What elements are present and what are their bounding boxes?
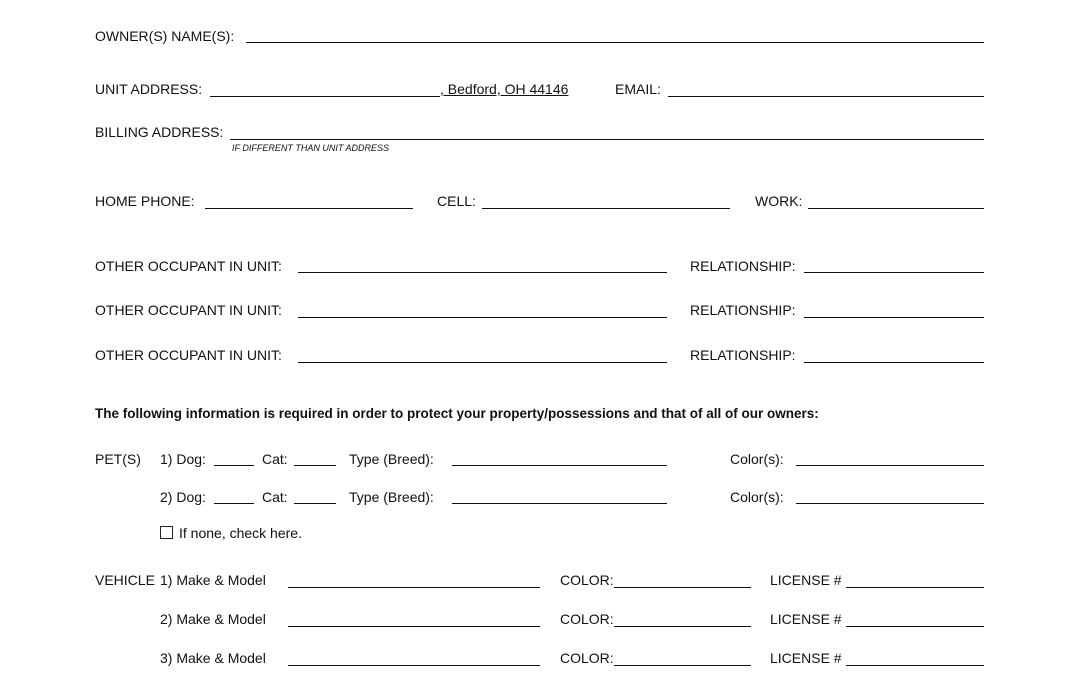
work-line[interactable]	[808, 208, 984, 209]
relationship-label-1: RELATIONSHIP:	[690, 258, 796, 274]
relationship-line-2[interactable]	[804, 317, 984, 318]
vehicle-1-license-line[interactable]	[846, 587, 984, 588]
occupant-line-2[interactable]	[298, 317, 667, 318]
owners-name-line[interactable]	[246, 42, 984, 43]
work-label: WORK:	[755, 193, 803, 209]
email-line[interactable]	[668, 96, 984, 97]
pet-1-color-line[interactable]	[796, 465, 984, 466]
pet-2-dog-line[interactable]	[214, 503, 254, 504]
pet-2-type-line[interactable]	[452, 503, 667, 504]
relationship-line-3[interactable]	[804, 362, 984, 363]
pet-2-type-label: Type (Breed):	[349, 489, 434, 505]
pet-1-cat-line[interactable]	[294, 465, 336, 466]
occupant-label-2: OTHER OCCUPANT IN UNIT:	[95, 302, 282, 318]
unit-city-text: , Bedford, OH 44146	[440, 81, 569, 97]
pet-1-color-label: Color(s):	[730, 451, 784, 467]
vehicle-2-license-line[interactable]	[846, 626, 984, 627]
occupant-label-1: OTHER OCCUPANT IN UNIT:	[95, 258, 282, 274]
pet-2-dog-label: 2) Dog:	[160, 489, 206, 505]
vehicle-1-license-label: LICENSE #	[770, 572, 842, 588]
vehicle-3-license-line[interactable]	[846, 665, 984, 666]
billing-note: IF DIFFERENT THAN UNIT ADDRESS	[232, 143, 390, 153]
pet-2-color-label: Color(s):	[730, 489, 784, 505]
pets-label: PET(S)	[95, 451, 141, 467]
vehicle-2-color-line[interactable]	[614, 626, 751, 627]
pet-2-color-line[interactable]	[796, 503, 984, 504]
vehicle-2-license-label: LICENSE #	[770, 611, 842, 627]
relationship-label-2: RELATIONSHIP:	[690, 302, 796, 318]
home-phone-line[interactable]	[205, 208, 413, 209]
vehicle-2-label: 2) Make & Model	[160, 611, 266, 627]
vehicle-2-color-label: COLOR:	[560, 611, 614, 627]
occupant-line-3[interactable]	[298, 362, 667, 363]
pet-1-type-line[interactable]	[452, 465, 667, 466]
vehicle-3-make-line[interactable]	[288, 665, 540, 666]
no-pets-checkbox[interactable]	[160, 526, 173, 539]
no-pets-option	[160, 525, 302, 541]
owners-label: OWNER(S) NAME(S):	[95, 28, 235, 44]
vehicle-1-make-line[interactable]	[288, 587, 540, 588]
unit-address-line[interactable]	[210, 96, 440, 97]
unit-address-label: UNIT ADDRESS:	[95, 81, 203, 97]
relationship-label-3: RELATIONSHIP:	[690, 347, 796, 363]
required-info-notice: The following information is required in order to protect your property/possessions and that of all of our owners:	[95, 406, 819, 421]
pet-1-dog-line[interactable]	[214, 465, 254, 466]
pet-1-dog-label: 1) Dog:	[160, 451, 206, 467]
email-label: EMAIL:	[615, 81, 661, 97]
vehicle-3-color-line[interactable]	[614, 665, 751, 666]
no-pets-text: If none, check here.	[179, 525, 302, 541]
vehicle-label: VEHICLE	[95, 572, 155, 588]
pet-2-cat-label: Cat:	[262, 489, 288, 505]
vehicle-3-license-label: LICENSE #	[770, 650, 842, 666]
pet-1-cat-label: Cat:	[262, 451, 288, 467]
cell-label: CELL:	[437, 193, 476, 209]
occupant-label-3: OTHER OCCUPANT IN UNIT:	[95, 347, 282, 363]
vehicle-1-color-label: COLOR:	[560, 572, 614, 588]
relationship-line-1[interactable]	[804, 272, 984, 273]
billing-address-line[interactable]	[230, 139, 984, 140]
pet-2-cat-line[interactable]	[294, 503, 336, 504]
pet-1-type-label: Type (Breed):	[349, 451, 434, 467]
home-phone-label: HOME PHONE:	[95, 193, 195, 209]
vehicle-3-color-label: COLOR:	[560, 650, 614, 666]
billing-address-label: BILLING ADDRESS:	[95, 124, 224, 140]
vehicle-1-label: 1) Make & Model	[160, 572, 266, 588]
vehicle-3-label: 3) Make & Model	[160, 650, 266, 666]
vehicle-2-make-line[interactable]	[288, 626, 540, 627]
cell-line[interactable]	[482, 208, 730, 209]
vehicle-1-color-line[interactable]	[614, 587, 751, 588]
occupant-line-1[interactable]	[298, 272, 667, 273]
